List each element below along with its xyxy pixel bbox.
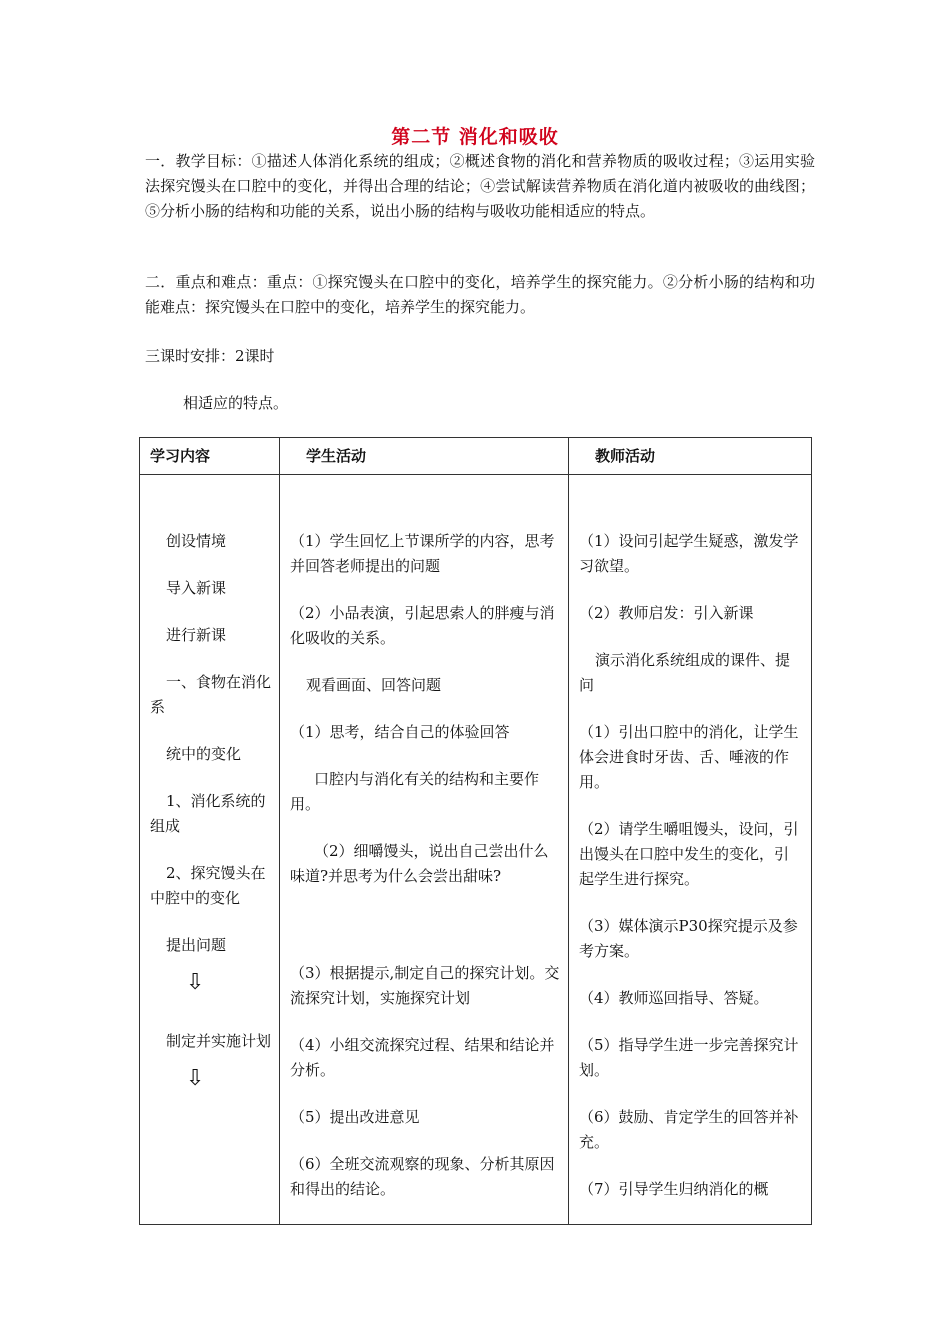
lesson-table (139, 437, 812, 1225)
list-item: 一、食物在消化系 (150, 673, 272, 716)
header-content: 学习内容 (140, 438, 280, 475)
list-item: （1）引出口腔中的消化，让学生体会进食时牙齿、舌、唾液的作用。 (579, 723, 799, 791)
list-item: （3）媒体演示P30探究提示及参考方案。 (579, 917, 798, 960)
list-item: 创设情境 (166, 532, 227, 550)
teacher-column (569, 475, 812, 1225)
page-title: 第二节 消化和吸收 (391, 126, 559, 148)
list-item: 统中的变化 (166, 745, 242, 763)
list-item: （2）细嚼馒头，说出自己尝出什么味道?并思考为什么会尝出甜味? (290, 842, 549, 885)
list-item: （1）设问引起学生疑惑，激发学习欲望。 (579, 532, 799, 575)
list-item: （2）请学生嚼咀馒头，设问，引出馒头在口腔中发生的变化，引起学生进行探究。 (579, 820, 799, 888)
list-item: （4）教师巡回指导、答疑。 (579, 989, 769, 1007)
list-item: （1）思考，结合自己的体验回答 (290, 723, 510, 741)
content-column (140, 475, 280, 1225)
table-header-row (140, 438, 812, 475)
list-item: （2）教师启发：引入新课 (579, 604, 754, 622)
list-item: 进行新课 (166, 626, 227, 644)
list-item: （1）学生回忆上节课所学的内容，思考并回答老师提出的问题 (290, 532, 555, 575)
key-points: 二．重点和难点：重点：①探究馒头在口腔中的变化，培养学生的探究能力。②分析小肠的结构和功能难点：探究馒头在口腔中的变化，培养学生的探究能力。 (145, 273, 815, 316)
student-column (280, 475, 569, 1225)
list-item: （5）提出改进意见 (290, 1108, 420, 1126)
list-item: 导入新课 (166, 579, 227, 597)
list-item: 口腔内与消化有关的结构和主要作用。 (290, 770, 540, 813)
header-teacher: 教师活动 (569, 438, 812, 475)
list-item: 2、探究馒头在中腔中的变化 (150, 864, 266, 907)
list-item: 1、消化系统的组成 (150, 792, 266, 835)
list-item: 观看画面、回答问题 (306, 676, 442, 694)
table-body-row (140, 475, 812, 1225)
list-item: （6）全班交流观察的现象、分析其原因和得出的结论。 (290, 1155, 555, 1198)
list-item: （7）引导学生归纳消化的概 (579, 1180, 769, 1198)
list-item: （6）鼓励、肯定学生的回答并补充。 (579, 1108, 799, 1151)
header-student: 学生活动 (280, 438, 569, 475)
list-item: （4）小组交流探究过程、结果和结论并分析。 (290, 1036, 555, 1079)
list-item: 制定并实施计划 (166, 1032, 272, 1050)
list-item: （5）指导学生进一步完善探究计划。 (579, 1036, 799, 1079)
down-arrow-icon: ⇩ (186, 1066, 205, 1091)
list-item: （2）小品表演，引起思索人的胖瘦与消化吸收的关系。 (290, 604, 555, 647)
list-item: 提出问题 (166, 936, 227, 954)
lesson-schedule: 三课时安排：2课时 (145, 347, 275, 365)
teaching-objectives: 一．教学目标：①描述人体消化系统的组成；②概述食物的消化和营养物质的吸收过程；③运用实验法探究馒头在口腔中的变化，并得出合理的结论；④尝试解读营养物质在消化道内被吸收的曲线图；⑤分析小肠的结构和功能的关系，说出小肠的结构与吸收功能相适应的特点。 (145, 152, 815, 220)
list-item: 演示消化系统组成的课件、提问 (579, 651, 791, 694)
list-item: （3）根据提示,制定自己的探究计划。交流探究计划，实施探究计划 (290, 964, 560, 1007)
down-arrow-icon: ⇩ (186, 970, 205, 995)
fragment-text: 相适应的特点。 (183, 394, 289, 412)
